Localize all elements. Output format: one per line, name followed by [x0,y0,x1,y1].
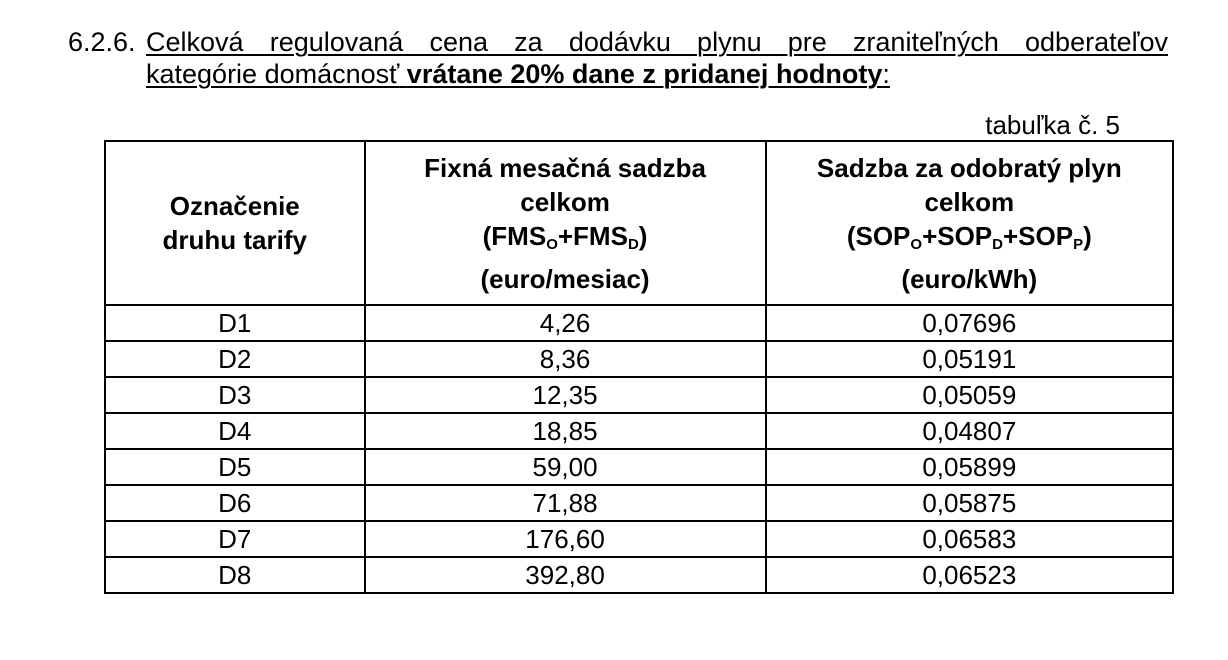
section-title-plain: kategórie domácnosť [146,59,400,89]
table-row [105,557,1173,593]
table-row [105,413,1173,449]
consumption-rate-cell: 0,05191 [766,341,1173,377]
fixed-rate-cell: 176,60 [365,521,766,557]
fixed-rate-cell: 12,35 [365,377,766,413]
section-title [146,26,1168,90]
consumption-rate-cell: 0,05899 [766,449,1173,485]
fixed-rate-cell: 59,00 [365,449,766,485]
table-row [105,449,1173,485]
header-tariff-type: Označenie druhu tarify [105,141,365,305]
tariff-table [104,140,1174,594]
consumption-rate-cell: 0,04807 [766,413,1173,449]
section-title-colon: : [882,59,890,89]
section-title-line-1: Celková regulovaná cena za dodávku plynu pre zraniteľných odberateľov [146,27,1168,57]
tariff-cell: D8 [105,557,365,593]
table-label: tabuľka č. 5 [985,110,1120,140]
consumption-rate-cell: 0,06583 [766,521,1173,557]
consumption-rate-cell: 0,07696 [766,305,1173,341]
table-row [105,305,1173,341]
section-number: 6.2.6. [68,27,136,57]
consumption-rate-cell: 0,06523 [766,557,1173,593]
fixed-rate-cell: 392,80 [365,557,766,593]
fixed-rate-cell: 18,85 [365,413,766,449]
consumption-rate-cell: 0,05059 [766,377,1173,413]
fixed-rate-formula: $(FMS_O+FMS_D)$ [482,220,648,253]
fixed-rate-cell: 71,88 [365,485,766,521]
fixed-rate-cell: 8,36 [365,341,766,377]
tariff-cell: D6 [105,485,365,521]
consumption-rate-cell: 0,05875 [766,485,1173,521]
table-header-row [105,141,1173,305]
header-gas-consumption-rate: Sadzba za odobratý plyn celkom $(SOP_O+SOP_D+SOP_P)$ (euro/kWh) [766,141,1173,305]
tariff-cell: D4 [105,413,365,449]
section-title-line-2 [146,58,1168,90]
header-fixed-monthly-rate: Fixná mesačná sadzba celkom $(FMS_O+FMS_D)$ (euro/mesiac) [365,141,766,305]
table-row [105,485,1173,521]
consumption-rate-formula: $(SOP_O+SOP_D+SOP_P)$ [846,220,1092,253]
tariff-cell: D2 [105,341,365,377]
table-row [105,521,1173,557]
table-row [105,377,1173,413]
tariff-cell: D7 [105,521,365,557]
tariff-cell: D3 [105,377,365,413]
tariff-cell: D5 [105,449,365,485]
tariff-cell: D1 [105,305,365,341]
section-title-bold: vrátane 20% dane z pridanej hodnoty [406,59,883,89]
fixed-rate-cell: 4,26 [365,305,766,341]
table-row [105,341,1173,377]
